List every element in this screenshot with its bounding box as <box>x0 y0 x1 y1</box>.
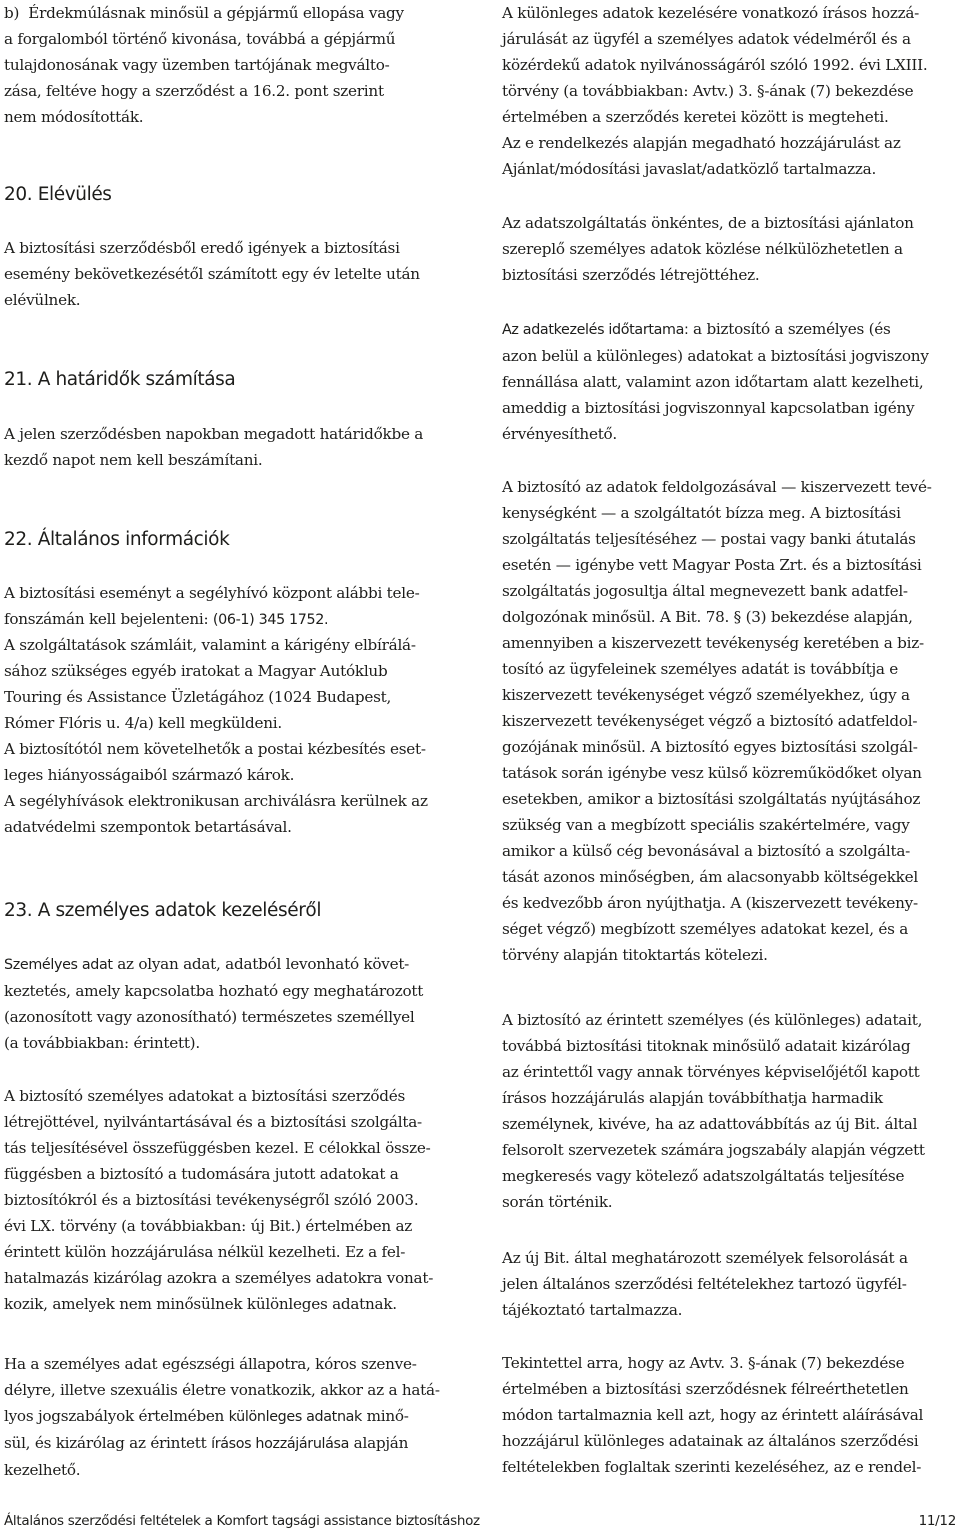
paragraph-r1: A különleges adatok kezelésére vonatkozó írásos hozzá- járulását az ügyfél a személyes adatok védelméről és a közérdekű adatok nyilvánosságáról szóló 1992. évi LXIII. törvény (a továbbiakban: Avtv.) 3. §-ának (7) bekezdése értelmében a szerződés keretei között is megteheti. Az e rendelkezés alapján megadható hozzájárulást az Ajánlat/módosítási javaslat/adatközlő tartalmazza. <box>502 4 928 178</box>
paragraph-r6: Az új Bit. által meghatározott személyek felsorolását a jelen általános szerződési feltételekhez tartozó ügyfél- tájékoztató tartalmazza. <box>502 1249 908 1319</box>
paragraph-23a <box>4 951 456 1056</box>
page-number: 11/12 <box>918 1513 956 1529</box>
paragraph-r3-text: a biztosító a személyes (és azon belül a különleges) adatokat a biztosítási jogviszony fennállása alatt, valamint azon időtartam alatt kezelheti, ameddig a biztosítási jogviszonnyal kapcsolatban igény érvényesíthető. <box>502 320 929 443</box>
heading-21: 21. A határidők számítása <box>4 369 236 390</box>
heading-20: 20. Elévülés <box>4 184 112 205</box>
page-footer <box>4 1513 956 1533</box>
paragraph-23c-text-1: Ha a személyes adat egészségi állapotra, kóros szenve- délyre, illetve szexuális életre vonatkozik, akkor az a hatá- lyos jogszabályok értelmében <box>4 1355 440 1425</box>
term-personal-data: Személyes adat <box>4 957 113 973</box>
heading-22: 22. Általános információk <box>4 529 230 550</box>
paragraph-r7: Tekintettel arra, hogy az Avtv. 3. §-ának (7) bekezdése értelmében a biztosítási szerződésnek félreérthetetlen módon tartalmaznia kell azt, hogy az érintett aláírásával hozzájárul különleges adatainak az általános szerződési feltételekben foglaltak szerinti kezeléséhez, az e rendel- <box>502 1354 924 1476</box>
paragraph-23a-text: az olyan adat, adatból levonható követ- keztetés, amely kapcsolatba hozható egy meghatározott (azonosított vagy azonosítható) természetes személlyel (a továbbiakban: érintett). <box>4 955 424 1052</box>
paragraph-21: A jelen szerződésben napokban megadott határidőkbe a kezdő napot nem kell beszámítani. <box>4 425 424 469</box>
paragraph-22b: A szolgáltatások számláit, valamint a kárigény elbírálá- sához szükséges egyéb iratokat a Magyar Autóklub Touring és Assistance Üzletágához (1024 Budapest, Rómer Flóris u. 4/a) kell megküldeni. A biztosítótól nem követelhetők a postai kézbesítés eset- leges hiányosságaiból származó károk. A segélyhívások elektronikusan archiválásra kerülnek az adatvédelmi szempontok betartásával. <box>4 636 428 836</box>
paragraph-22a-text: A biztosítási eseményt a segélyhívó központ alábbi tele- fonszámán kell bejelenteni: <box>4 584 420 628</box>
paragraph-23b: A biztosító személyes adatokat a biztosítási szerződés létrejöttével, nyilvántartásával és a biztosítási szolgálta- tás teljesítésével összefüggésben kezel. E célokkal össze- függésben a biztosító a tudomására jutott adatokat a biztosítókról és a biztosítási tevékenységről szóló 2003. évi LX. törvény (a továbbiakban: új Bit.) értelmében az érintett külön hozzájárulása nélkül kezelheti. Ez a fel- hatalmazás kizárólag azokra a személyes adatokra vonat- kozik, amelyek nem minősülnek különleges adatnak. <box>4 1087 434 1313</box>
heading-23: 23. A személyes adatok kezeléséről <box>4 900 322 921</box>
paragraph-r2: Az adatszolgáltatás önkéntes, de a biztosítási ajánlaton szereplő személyes adatok közlése nélkülözhetetlen a biztosítási szerződés létrejöttéhez. <box>502 214 914 284</box>
paragraph-23c-text-3: alapján kezelhető. <box>4 1434 409 1479</box>
phone-number: (06-1) 345 1752. <box>212 612 329 628</box>
term-written-consent: írásos hozzájárulása <box>211 1436 350 1452</box>
paragraph-23c-text-2: minő- sül, és kizárólag az érintett <box>4 1407 409 1452</box>
term-special-data: különleges adatnak <box>228 1409 362 1425</box>
term-retention-period: Az adatkezelés időtartama: <box>502 322 689 338</box>
paragraph-r4: A biztosító az adatok feldolgozásával — kiszervezett tevé- kenységként — a szolgáltatót bízza meg. A biztosítási szolgáltatás teljesítéséhez — postai vagy banki átutalás esetén — igénybe vett Magyar Posta Zrt. és a biztosítási szolgáltatás jogosultja által megnevezett bank adatfel- dolgozónak minősül. A Bit. 78. § (3) bekezdése alapján, amennyiben a kiszervezett tevékenység keretében a biz- tosító az ügyfeleinek személyes adatát is továbbítja e kiszervezett tevékenységet végző személyekhez, úgy a kiszervezett tevékenységet végző a biztosító adatfeldol- gozójának minősül. A biztosító egyes biztosítási szolgál- tatások során igénybe vesz külső közreműködőket olyan esetekben, amikor a biztosítási szolgáltatás nyújtásához szükség van a megbízott speciális szakértelmére, vagy amikor a külső cég bevonásával a biztosító a szolgálta- tását azonos minőségben, ám alacsonyabb költségekkel és kedvezőbb áron nyújthatja. A (kiszervezett tevékeny- séget végző) megbízott személyes adatokat kezel, és a törvény alapján titoktartás kötelezi. <box>502 478 932 964</box>
footer-title: Általános szerződési feltételek a Komfort tagsági assistance biztosításhoz <box>4 1513 480 1529</box>
paragraph-22a <box>4 580 456 633</box>
paragraph-r3 <box>502 316 956 447</box>
paragraph-20: A biztosítási szerződésből eredő igények a biztosítási esemény bekövetkezésétől számított egy év letelte után elévülnek. <box>4 239 420 309</box>
paragraph-r5: A biztosító az érintett személyes (és különleges) adatait, továbbá biztosítási titoknak minősülő adatait kizárólag az érintettől vagy annak törvényes képviselőjétől kapott írásos hozzájárulás alapján továbbíthatja harmadik személynek, kivéve, ha az adattovábbítás az új Bit. által felsorolt szervezetek számára jogszabály alapján végzett megkeresés vagy kötelező adatszolgáltatás teljesítése során történik. <box>502 1011 925 1211</box>
paragraph-b: b) Érdekmúlásnak minősül a gépjármű ellopása vagy a forgalomból történő kivonása, továbbá a gépjármű tulajdonosának vagy üzemben tartójának megválto- zása, feltéve hogy a szerződést a 16.2. pont szerint nem módosították. <box>4 4 404 126</box>
paragraph-23c <box>4 1351 456 1483</box>
